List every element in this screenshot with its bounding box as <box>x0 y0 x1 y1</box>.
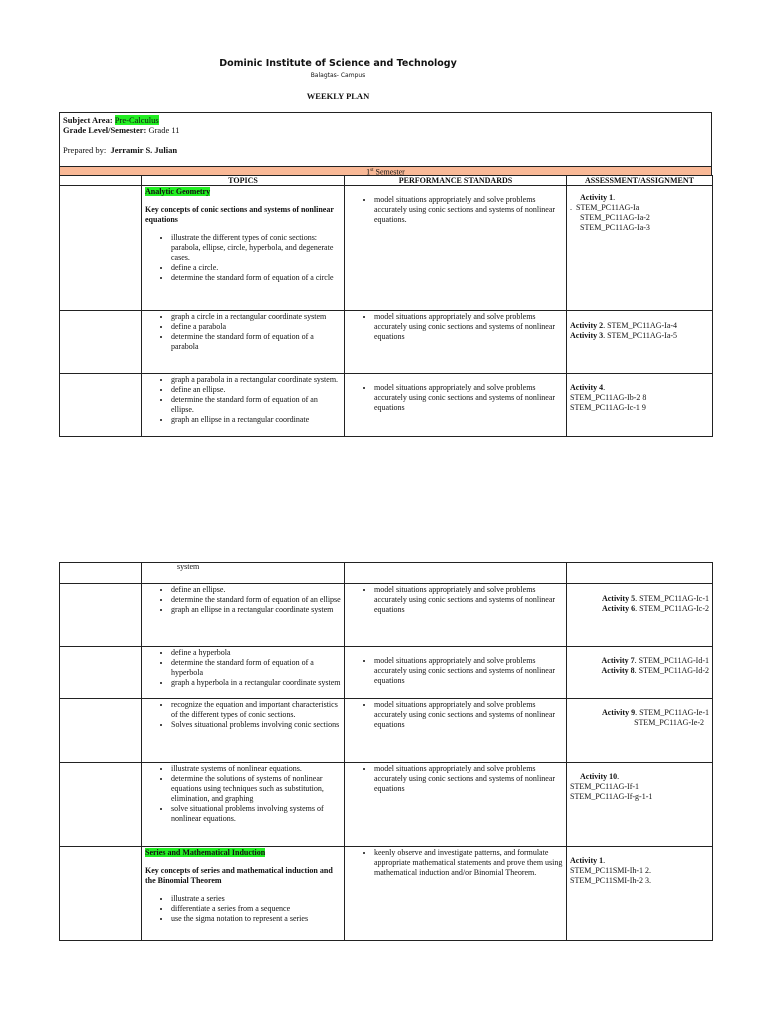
performance-header: PERFORMANCE STANDARDS <box>345 176 567 186</box>
list-item: • use the sigma notation to represent a series <box>171 914 341 924</box>
list-item: • Solves situational problems involving conic sections <box>171 720 341 730</box>
list-item: • determine the solutions of systems of nonlinear equations using techniques such as substitution, elimination, and graphing <box>171 774 341 804</box>
table-row <box>60 311 713 374</box>
list-item: • model situations appropriately and solve problems accurately using conic sections and systems of nonlinear equations <box>374 700 563 730</box>
list-item: • model situations appropriately and solve problems accurately using conic sections and systems of nonlinear equations <box>374 312 563 342</box>
topic-heading: Key concepts of series and mathematical induction and the Binomial Theorem <box>145 866 333 885</box>
list-item: • illustrate the different types of conic sections: parabola, ellipse, circle, hyperbola, and degenerate cases. <box>171 233 341 263</box>
list-item: • determine the standard form of equation of a parabola <box>171 332 341 352</box>
topics-cell <box>142 374 345 437</box>
school-name: Dominic Institute of Science and Technology <box>219 58 457 69</box>
list-item: • model situations appropriately and solve problems accurately using conic sections and systems of nonlinear equations. <box>374 195 563 225</box>
performance-cell <box>345 847 567 941</box>
list-item: • illustrate a series <box>171 894 341 904</box>
list-item: • define a hyperbola <box>171 648 341 658</box>
assessment-cell: Activity 1. STEM_PC11SMI-Ih-1 2. STEM_PC11SMI-Ih-2 3. <box>567 847 713 941</box>
campus-name: Balagtas- Campus <box>310 72 366 79</box>
assessment-cell: Activity 5. STEM_PC11AG-Ic-1 Activity 6. STEM_PC11AG-Ic-2 <box>567 584 713 647</box>
list-item: • model situations appropriately and solve problems accurately using conic sections and systems of nonlinear equations <box>374 764 563 794</box>
performance-cell <box>345 699 567 763</box>
assessment-cell: Activity 9. STEM_PC11AG-Ie-1 STEM_PC11AG-Ie-2 <box>567 699 713 763</box>
list-item: • define an ellipse. <box>171 585 341 595</box>
subject-value: Pre-Calculus <box>114 115 159 125</box>
table-row <box>60 563 713 584</box>
column-header-row <box>60 176 713 186</box>
topics-header: TOPICS <box>142 176 345 186</box>
table-row <box>60 647 713 699</box>
list-item: • graph a circle in a rectangular coordinate system <box>171 312 341 322</box>
list-item: • keenly observe and investigate patterns, and formulate appropriate mathematical statements and prove them using mathematical induction and/or Binomial Theorem. <box>374 848 563 878</box>
topics-cell <box>142 847 345 941</box>
performance-cell <box>345 584 567 647</box>
assessment-cell: Activity 4. STEM_PC11AG-Ib-2 8 STEM_PC11AG-Ic-1 9 <box>567 374 713 437</box>
list-item: • graph an ellipse in a rectangular coordinate system <box>171 605 341 615</box>
grade-line: Grade Level/Semester: Grade 11 <box>63 125 180 135</box>
table-row <box>60 374 713 437</box>
topics-cell <box>142 647 345 699</box>
assessment-header: ASSESSMENT/ASSIGNMENT <box>567 176 713 186</box>
list-item: • illustrate systems of nonlinear equations. <box>171 764 341 774</box>
performance-cell <box>345 647 567 699</box>
list-item: • determine the standard form of equation of a circle <box>171 273 341 283</box>
list-item: • recognize the equation and important characteristics of the different types of conic sections. <box>171 700 341 720</box>
topics-cell: system <box>142 563 345 584</box>
list-item: • differentiate a series from a sequence <box>171 904 341 914</box>
weekly-plan-table-page2 <box>59 562 713 941</box>
semester-banner: 1st Semester <box>59 166 712 176</box>
list-item: • define an ellipse. <box>171 385 341 395</box>
table-row <box>60 699 713 763</box>
topic-highlight: Analytic Geometry <box>145 187 211 196</box>
list-item: • model situations appropriately and solve problems accurately using conic sections and systems of nonlinear equations <box>374 383 563 413</box>
plan-info-box <box>59 112 712 167</box>
topics-cell <box>142 311 345 374</box>
list-item: • model situations appropriately and solve problems accurately using conic sections and systems of nonlinear equations <box>374 656 563 686</box>
list-item: • define a parabola <box>171 322 341 332</box>
topics-cell <box>142 186 345 311</box>
prepared-line: Prepared by: Jerramir S. Julian <box>63 145 178 155</box>
assessment-cell: Activity 10. STEM_PC11AG-If-1 STEM_PC11AG-If-g-1-1 <box>567 763 713 847</box>
topic-highlight: Series and Mathematical Induction <box>145 848 266 857</box>
performance-cell <box>345 763 567 847</box>
assessment-cell: Activity 1. . STEM_PC11AG-Ia STEM_PC11AG-Ia-2 STEM_PC11AG-Ia-3 <box>567 186 713 311</box>
list-item: • graph a hyperbola in a rectangular coordinate system <box>171 678 341 688</box>
table-row <box>60 847 713 941</box>
table-row <box>60 584 713 647</box>
table-row <box>60 763 713 847</box>
weekly-plan-table-page1 <box>59 175 713 437</box>
list-item: • graph a parabola in a rectangular coordinate system. <box>171 375 341 385</box>
performance-cell <box>345 374 567 437</box>
list-item: • determine the standard form of equation of an ellipse <box>171 595 341 605</box>
list-item: • solve situational problems involving systems of nonlinear equations. <box>171 804 341 824</box>
list-item: • graph an ellipse in a rectangular coordinate <box>171 415 341 425</box>
topics-cell <box>142 584 345 647</box>
performance-cell <box>345 311 567 374</box>
assessment-cell: Activity 7. STEM_PC11AG-Id-1 Activity 8. STEM_PC11AG-Id-2 <box>567 647 713 699</box>
topics-cell <box>142 763 345 847</box>
list-item: • determine the standard form of equation of an ellipse. <box>171 395 341 415</box>
list-item: • model situations appropriately and solve problems accurately using conic sections and systems of nonlinear equations <box>374 585 563 615</box>
list-item: • determine the standard form of equation of a hyperbola <box>171 658 341 678</box>
plan-title: WEEKLY PLAN <box>306 91 370 101</box>
list-item: • define a circle. <box>171 263 341 273</box>
topics-cell <box>142 699 345 763</box>
topic-heading: Key concepts of conic sections and systems of nonlinear equations <box>145 205 334 224</box>
table-row <box>60 186 713 311</box>
assessment-cell: Activity 2. STEM_PC11AG-Ia-4 Activity 3. STEM_PC11AG-Ia-5 <box>567 311 713 374</box>
subject-line: Subject Area: Pre-Calculus <box>63 115 159 125</box>
competency-list <box>145 233 341 283</box>
performance-cell <box>345 186 567 311</box>
